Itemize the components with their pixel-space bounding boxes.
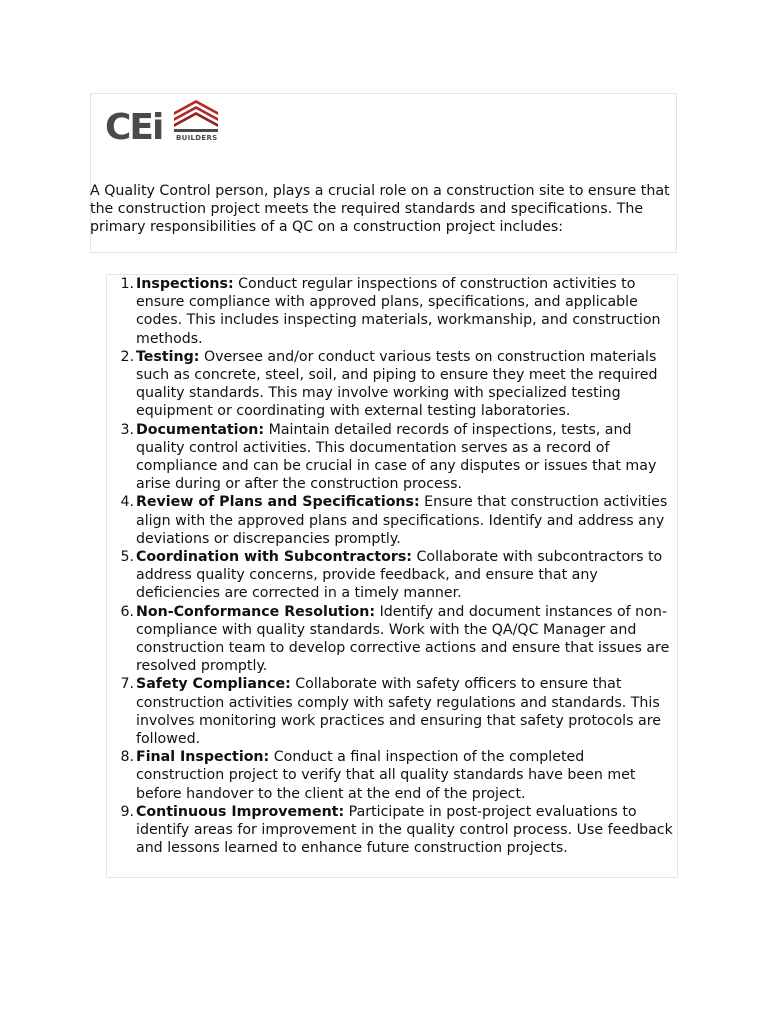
- item-title: Non-Conformance Resolution:: [136, 603, 376, 620]
- cei-builders-logo-icon: [105, 98, 229, 150]
- item-description: Collaborate with subcontractors to address quality concerns, provide feedback, and ensure that any deficiencies are corrected in a timely manner.: [136, 549, 663, 602]
- item-number: 6.: [120, 603, 134, 620]
- item-description: Maintain detailed records of inspections, tests, and quality control activities. This documentation serves as a record of compliance and can be crucial in case of any disputes or issues that may arise during or after the construction process.: [136, 421, 657, 493]
- item-title: Coordination with Subcontractors:: [136, 549, 412, 566]
- responsibility-item: [107, 275, 676, 348]
- item-number: 1.: [120, 276, 134, 292]
- responsibility-item: [107, 348, 676, 421]
- company-logo: [105, 98, 229, 150]
- item-description: Identify and document instances of non-compliance with quality standards. Work with the QA/QC Manager and construction team to develop corrective actions and ensure that issues are resolved promptly.: [136, 603, 670, 675]
- item-number: 4.: [120, 494, 134, 511]
- item-description: Oversee and/or conduct various tests on construction materials such as concrete, steel, soil, and piping to ensure they meet the required quality standards. This may involve working with specialized testing equipment or coordinating with external testing laboratories.: [136, 348, 658, 420]
- item-title: Continuous Improvement:: [136, 803, 345, 820]
- item-title: Final Inspection:: [136, 749, 270, 766]
- responsibility-item: [107, 675, 676, 748]
- intro-paragraph: A Quality Control person, plays a crucial role on a construction site to ensure that the construction project meets the required standards and specifications. The primary responsibilities of a QC on a construction project includes:: [90, 183, 670, 236]
- responsibility-item: [107, 803, 676, 858]
- item-title: Documentation:: [136, 421, 265, 438]
- item-number: 8.: [120, 749, 134, 766]
- item-number: 2.: [120, 348, 134, 365]
- responsibility-item: [107, 748, 676, 803]
- responsibilities-list: [107, 275, 679, 858]
- responsibility-item: [107, 493, 676, 548]
- item-number: 5.: [120, 549, 134, 566]
- item-title: Review of Plans and Specifications:: [136, 494, 420, 511]
- logo-main-text: CEi: [105, 107, 163, 148]
- item-description: Ensure that construction activities align with the approved plans and specifications. Identify and address any deviations or discrepancies promptly.: [136, 494, 668, 547]
- item-title: Testing:: [136, 348, 200, 365]
- responsibility-item: [107, 421, 676, 494]
- item-number: 3.: [120, 421, 134, 438]
- item-description: Participate in post-project evaluations to identify areas for improvement in the quality control process. Use feedback and lessons learned to enhance future construction projects.: [136, 803, 673, 857]
- responsibilities-section: [106, 274, 678, 878]
- logo-sub-text: BUILDERS: [176, 134, 218, 142]
- responsibility-item: [107, 603, 676, 676]
- item-description: Conduct a final inspection of the completed construction project to verify that all quality standards have been met before handover to the client at the end of the project.: [136, 749, 636, 802]
- item-number: 9.: [120, 803, 134, 820]
- responsibility-item: [107, 548, 676, 603]
- item-title: Inspections:: [136, 276, 234, 292]
- item-description: Conduct regular inspections of construction activities to ensure compliance with approved plans, specifications, and applicable codes. This includes inspecting materials, workmanship, and construction methods.: [136, 276, 661, 347]
- item-description: Collaborate with safety officers to ensure that construction activities comply with safety regulations and standards. This involves monitoring work practices and ensuring that safety protocols are followed.: [136, 676, 661, 748]
- header-section: [90, 93, 677, 253]
- item-number: 7.: [120, 676, 134, 693]
- item-title: Safety Compliance:: [136, 676, 291, 693]
